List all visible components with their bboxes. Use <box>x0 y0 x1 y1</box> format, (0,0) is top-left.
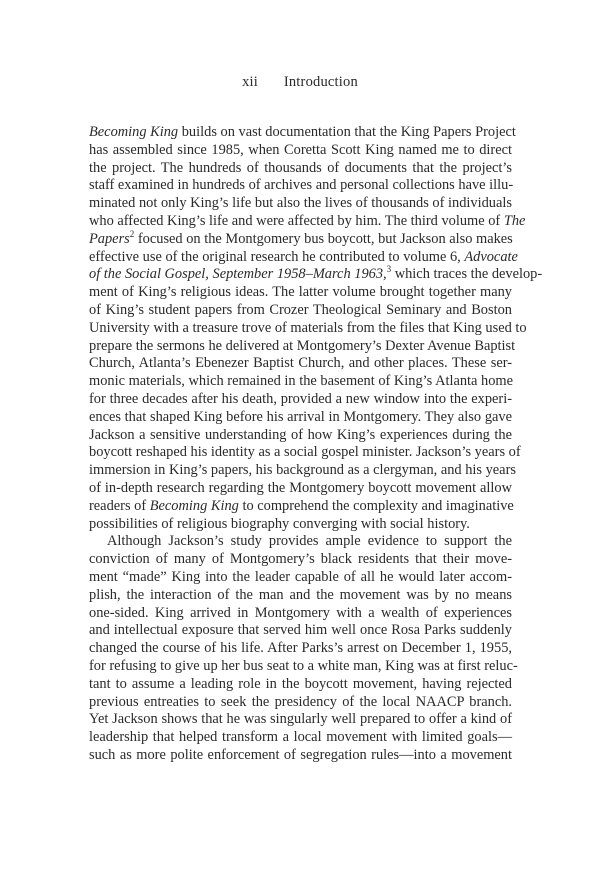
text-run: previous entreaties to seek the presidency of the local NAACP branch. <box>89 693 512 710</box>
text-line <box>89 427 512 445</box>
text-line <box>89 195 512 213</box>
text-line <box>89 747 512 765</box>
text-run: readers of <box>89 497 150 514</box>
text-line <box>89 391 512 409</box>
text-run: tant to assume a leading role in the boycott movement, having rejected <box>89 675 512 692</box>
text-run: effective use of the original research he contributed to volume 6, <box>89 248 465 265</box>
text-run: Church, Atlanta’s Ebenezer Baptist Church, and other places. These ser- <box>89 355 512 372</box>
text-line <box>89 551 512 569</box>
text-line <box>89 355 512 373</box>
italic-text: of the Social Gospel, September 1958–March 1963, <box>89 266 387 283</box>
text-run: builds on vast documentation that the King Papers Project <box>178 124 516 140</box>
text-run: ences that shaped King before his arrival in Montgomery. They also gave <box>89 408 512 425</box>
text-run: Although Jackson’s study provides ample evidence to support the <box>107 533 512 550</box>
text-line <box>89 462 516 480</box>
italic-text: Papers <box>89 230 130 247</box>
text-line <box>89 142 512 160</box>
text-line <box>89 729 512 747</box>
text-run: minated not only King’s life but also the lives of thousands of individuals <box>89 195 512 212</box>
text-line <box>89 676 512 694</box>
text-run: one-sided. King arrived in Montgomery with a wealth of experiences <box>89 604 512 621</box>
text-line <box>89 284 512 302</box>
text-line <box>89 319 527 338</box>
text-line <box>89 711 512 729</box>
italic-text: Becoming King <box>89 124 179 140</box>
text-line <box>89 498 512 516</box>
text-line <box>89 622 512 640</box>
text-line <box>89 480 512 498</box>
text-line <box>89 569 512 587</box>
text-line <box>89 587 512 605</box>
body-text <box>89 124 543 765</box>
page-number: xii <box>242 74 258 90</box>
text-run: monic materials, which remained in the basement of King’s Atlanta home <box>89 373 514 390</box>
text-run: and intellectual exposure that served him well once Rosa Parks suddenly <box>89 622 512 639</box>
text-line <box>89 409 512 427</box>
text-run: conviction of many of Montgomery’s black residents that their move- <box>89 551 512 568</box>
text-line <box>89 124 516 142</box>
text-line <box>89 160 512 178</box>
text-line <box>89 516 512 534</box>
text-run: focused on the Montgomery bus boycott, but Jackson also makes <box>134 230 513 247</box>
text-run: the project. The hundreds of thousands of documents that the project’s <box>89 159 512 176</box>
text-line <box>89 640 512 658</box>
text-line <box>89 212 526 231</box>
running-header <box>0 74 600 91</box>
paragraph <box>89 533 518 764</box>
text-line <box>89 302 512 320</box>
text-line <box>89 657 518 676</box>
text-line <box>89 533 512 551</box>
text-run: for three decades after his death, provided a new window into the experi- <box>89 390 512 407</box>
text-run: leadership that helped transform a local movement with limited goals— <box>89 729 512 746</box>
italic-text: The <box>503 212 526 229</box>
text-run: ment of King’s religious ideas. The latter volume brought together many <box>89 284 512 301</box>
text-line <box>89 605 512 623</box>
text-line <box>89 177 512 195</box>
text-line <box>89 264 543 284</box>
footnote-ref: 3 <box>386 264 392 275</box>
text-run: Yet Jackson shows that he was singularly well prepared to offer a kind of <box>89 711 512 728</box>
text-run: has assembled since 1985, when Coretta Scott King named me to direct <box>89 141 512 158</box>
text-run: changed the course of his life. After Parks’s arrest on December 1, 1955, <box>89 640 512 657</box>
text-run: for refusing to give up her bus seat to a white man, King was at first reluc- <box>89 657 518 674</box>
paragraph <box>89 124 543 533</box>
footnote-ref: 2 <box>129 228 135 239</box>
text-run: ment “made” King into the leader capable of all he would later accom- <box>89 568 512 585</box>
text-run: staff examined in hundreds of archives and personal collections have illu- <box>89 177 514 194</box>
running-title: Introduction <box>283 74 358 90</box>
text-run: Jackson a sensitive understanding of how King’s experiences during the <box>89 426 512 443</box>
text-run: University with a treasure trove of materials from the files that King used to <box>89 319 527 336</box>
text-line <box>89 228 513 249</box>
text-run: plish, the interaction of the man and the movement was by no means <box>89 586 512 603</box>
text-run: who affected King’s life and were affected by him. The third volume of <box>89 212 504 229</box>
text-line <box>89 248 518 267</box>
text-run: immersion in King’s papers, his background as a clergyman, and his years <box>89 462 516 479</box>
text-line <box>89 373 512 391</box>
text-run: which traces the develop- <box>391 266 543 283</box>
text-run: prepare the sermons he delivered at Montgomery’s Dexter Avenue Baptist <box>89 337 516 354</box>
text-run: to comprehend the complexity and imaginative <box>238 497 514 514</box>
text-run: possibilities of religious biography converging with social history. <box>89 515 470 532</box>
text-run: boycott reshaped his identity as a social gospel minister. Jackson’s years of <box>89 444 521 461</box>
text-run: of in-depth research regarding the Montgomery boycott movement allow <box>89 479 512 496</box>
italic-text: Advocate <box>464 248 518 265</box>
text-line <box>89 694 512 712</box>
text-run: such as more polite enforcement of segregation rules—into a movement <box>89 746 512 763</box>
text-run: of King’s student papers from Crozer Theological Seminary and Boston <box>89 301 512 318</box>
text-line <box>89 337 516 356</box>
italic-text: Becoming King <box>149 497 239 514</box>
text-line <box>89 444 521 462</box>
